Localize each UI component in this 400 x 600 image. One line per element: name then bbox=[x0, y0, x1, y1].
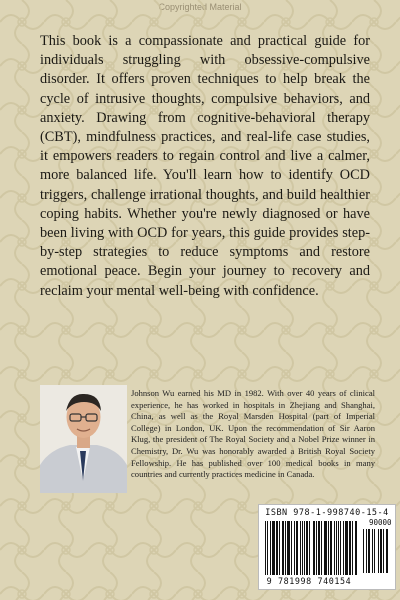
isbn-barcode bbox=[258, 504, 396, 590]
barcode-digits: 9 781998 740154 bbox=[266, 576, 352, 586]
author-photo bbox=[40, 385, 127, 493]
barcode-bars bbox=[265, 521, 391, 577]
author-bio: Johnson Wu earned his MD in 1982. With over 40 years of clinical experience, he has worked in hospitals in Zhejiang and Shanghai, China, as well as the Royal Marsden Hospital (part of Imperial College) in London, UK. Upon the recommendation of Sir Aaron Klug, the president of The Royal Society and a Nobel Prize winner in Chemistry, Dr. Wu was honorably awarded a British Royal Society Fellowship. He has published over 100 medical books in many countries and currently practices medicine in Canada. bbox=[131, 388, 375, 480]
addon-code: 90000 bbox=[369, 518, 392, 527]
back-cover-blurb: This book is a compassionate and practical guide for individuals struggling with obsessive-compulsive disorder. It offers proven techniques to help break the cycle of intrusive thoughts, compulsive behaviors, and anxiety. Drawing from cognitive-behavioral therapy (CBT), mindfulness practices, and real-life case studies, it empowers readers to regain control and live a calmer, more balanced life. You'll learn how to identify OCD triggers, challenge irrational thoughts, and build healthier coping habits. Whether you're newly diagnosed or have been living with OCD for years, this guide provides step-by-step strategies to reduce symptoms and restore emotional peace. Begin your journey to recovery and reclaim your mental well-being with confidence. bbox=[40, 33, 370, 299]
isbn-label: ISBN 978-1-998740-15-4 bbox=[265, 508, 389, 518]
